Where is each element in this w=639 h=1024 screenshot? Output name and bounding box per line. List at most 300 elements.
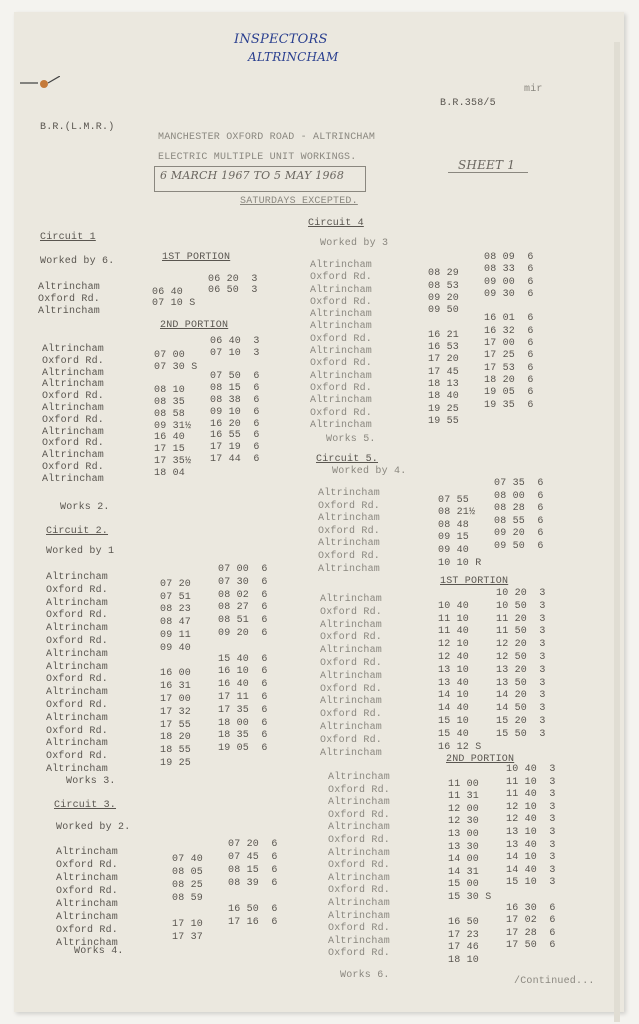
timetable-line bbox=[484, 301, 534, 313]
timetable-line: Oxford Rd. bbox=[42, 461, 105, 473]
timetable-line: Altrincham bbox=[46, 623, 109, 635]
timetable-line: Oxford Rd. bbox=[328, 784, 391, 796]
page-edge bbox=[614, 42, 620, 1022]
timetable-line: 11 31 bbox=[448, 791, 480, 803]
circuit-5-title: Circuit 5. bbox=[316, 454, 379, 465]
timetable-line: Oxford Rd. bbox=[318, 500, 381, 512]
c5-c-times-1 bbox=[448, 766, 491, 968]
timetable-line: 16 50 6 bbox=[228, 904, 278, 915]
timetable-line: 08 10 bbox=[154, 385, 186, 397]
timetable-line: 07 45 6 bbox=[228, 852, 278, 863]
staple-icon bbox=[20, 76, 60, 90]
timetable-line: 12 10 3 bbox=[506, 801, 556, 813]
circuit-2-worked: Worked by 1 bbox=[46, 546, 115, 557]
timetable-line: 17 45 bbox=[428, 366, 460, 378]
timetable-line bbox=[496, 742, 546, 755]
timetable-line: 07 20 bbox=[160, 578, 192, 590]
timetable-line: 14 00 bbox=[448, 854, 480, 866]
c3-times-2 bbox=[228, 838, 278, 942]
c5-c-stations bbox=[328, 772, 390, 961]
timetable-line: 17 25 6 bbox=[484, 350, 534, 362]
timetable-line: 09 30 6 bbox=[484, 288, 534, 300]
timetable-line: Oxford Rd. bbox=[318, 525, 381, 537]
timetable-line: Altrincham bbox=[320, 670, 383, 682]
timetable-line: 08 47 bbox=[160, 617, 192, 629]
circuit-1-title: Circuit 1 bbox=[40, 232, 96, 243]
c1-b-stations bbox=[42, 344, 104, 486]
timetable-line: Altrincham bbox=[320, 747, 383, 759]
timetable-line: Altrincham bbox=[318, 563, 381, 575]
timetable-line bbox=[228, 890, 278, 903]
timetable-line: Altrincham bbox=[42, 426, 105, 438]
title-line-4: SATURDAYS EXCEPTED. bbox=[240, 196, 358, 207]
timetable-line: 13 40 bbox=[438, 677, 470, 689]
circuit-2-title: Circuit 2. bbox=[46, 526, 109, 537]
timetable-line: 14 50 3 bbox=[496, 703, 546, 715]
timetable-line: Altrincham bbox=[310, 395, 373, 407]
timetable-line: Altrincham bbox=[56, 912, 119, 923]
timetable-line: Oxford Rd. bbox=[56, 886, 119, 897]
timetable-line: Oxford Rd. bbox=[310, 382, 373, 394]
timetable-line: Altrincham bbox=[56, 938, 119, 949]
timetable-line: 07 00 6 bbox=[218, 564, 268, 575]
timetable-line: 16 40 6 bbox=[218, 679, 268, 691]
timetable-line bbox=[172, 905, 203, 918]
timetable-line: Altrincham bbox=[46, 687, 109, 699]
handwritten-note-1: INSPECTORS bbox=[234, 32, 328, 47]
timetable-line: 08 35 bbox=[154, 396, 186, 408]
circuit-5-portion-2: 2ND PORTION bbox=[446, 754, 515, 765]
timetable-line: 17 35½ bbox=[154, 455, 192, 467]
timetable-line: Altrincham bbox=[56, 873, 119, 884]
c4-times-2 bbox=[484, 252, 534, 424]
timetable-line: 14 10 3 bbox=[506, 852, 556, 864]
timetable-line: 15 30 S bbox=[448, 891, 492, 903]
timetable-line: Oxford Rd. bbox=[310, 358, 373, 370]
timetable-line: Altrincham bbox=[46, 597, 109, 609]
timetable-line: Altrincham bbox=[328, 872, 391, 884]
timetable-line: 15 00 bbox=[448, 879, 480, 891]
timetable-line: 07 55 bbox=[438, 494, 470, 506]
timetable-line bbox=[210, 466, 260, 478]
c4-times-1 bbox=[428, 256, 459, 428]
timetable-line: 17 11 6 bbox=[218, 691, 268, 703]
timetable-line: 07 30 S bbox=[154, 361, 198, 373]
timetable-line: Oxford Rd. bbox=[320, 709, 383, 721]
timetable-line: Oxford Rd. bbox=[310, 296, 373, 308]
timetable-line bbox=[160, 656, 191, 669]
timetable-line bbox=[154, 373, 197, 385]
timetable-line: Altrincham bbox=[56, 847, 119, 858]
timetable-line: Altrincham bbox=[320, 696, 383, 708]
timetable-line bbox=[428, 256, 459, 268]
timetable-line: Oxford Rd. bbox=[56, 860, 119, 871]
timetable-line bbox=[228, 929, 278, 942]
timetable-line bbox=[218, 641, 268, 654]
c1-a-stations: Altrincham Oxford Rd. Altrincham bbox=[38, 282, 101, 317]
timetable-line: Oxford Rd. bbox=[328, 948, 391, 960]
timetable-line: 08 21½ bbox=[438, 507, 476, 519]
timetable-line: 16 30 6 bbox=[506, 902, 556, 914]
timetable-line: 17 35 6 bbox=[218, 704, 268, 716]
c5-b-times-2 bbox=[496, 588, 546, 754]
timetable-line bbox=[218, 756, 268, 769]
timetable-line: 17 44 6 bbox=[210, 453, 260, 465]
timetable-line: 07 20 6 bbox=[228, 839, 278, 850]
timetable-line: Altrincham bbox=[46, 661, 109, 673]
c1-b-times-1 bbox=[154, 338, 197, 480]
c5-b-times-1 bbox=[438, 588, 481, 754]
timetable-line: 18 20 bbox=[160, 732, 192, 744]
timetable-line: Altrincham bbox=[310, 346, 373, 358]
timetable-line: Altrincham bbox=[310, 284, 373, 296]
timetable-line: Altrincham bbox=[46, 572, 109, 583]
timetable-line: Oxford Rd. bbox=[310, 333, 373, 345]
timetable-line: 09 15 bbox=[438, 532, 470, 544]
timetable-line: Altrincham bbox=[328, 897, 391, 909]
timetable-line: 07 50 6 bbox=[210, 371, 260, 383]
timetable-line: 08 27 6 bbox=[218, 602, 268, 614]
timetable-line: 12 30 bbox=[448, 816, 480, 828]
timetable-line: Altrincham bbox=[320, 721, 383, 733]
timetable-line: 09 50 bbox=[428, 305, 460, 317]
circuit-4-title: Circuit 4 bbox=[308, 218, 364, 229]
timetable-line: Altrincham bbox=[42, 344, 105, 355]
timetable-line: Oxford Rd. bbox=[56, 925, 119, 936]
timetable-line: Oxford Rd. bbox=[46, 699, 109, 711]
timetable-line: 13 20 3 bbox=[496, 664, 546, 676]
timetable-line: 08 53 bbox=[428, 280, 460, 292]
timetable-line: 10 40 3 bbox=[506, 764, 556, 775]
timetable-line: 09 20 6 bbox=[218, 627, 268, 639]
timetable-line: Oxford Rd. bbox=[46, 725, 109, 737]
c5-a-times-1 bbox=[438, 482, 481, 570]
timetable-line: Oxford Rd. bbox=[320, 606, 383, 618]
circuit-1-works: Works 2. bbox=[60, 502, 110, 513]
timetable-line: 08 05 bbox=[172, 867, 204, 878]
timetable-line: Oxford Rd. bbox=[46, 635, 109, 647]
timetable-line: Altrincham bbox=[42, 473, 105, 485]
timetable-line: 17 55 bbox=[160, 719, 192, 731]
circuit-3-worked: Worked by 2. bbox=[56, 822, 131, 833]
timetable-line: Oxford Rd. bbox=[46, 751, 109, 763]
timetable-line: Altrincham bbox=[328, 822, 391, 834]
timetable-line: 07 10 3 bbox=[210, 347, 260, 359]
circuit-3-title: Circuit 3. bbox=[54, 800, 117, 811]
timetable-line bbox=[210, 360, 260, 372]
circuit-1-worked: Worked by 6. bbox=[40, 256, 115, 267]
timetable-line: 16 20 6 bbox=[210, 418, 260, 430]
timetable-line: 13 40 3 bbox=[506, 839, 556, 851]
timetable-line: Oxford Rd. bbox=[320, 734, 383, 746]
timetable-line: 08 33 6 bbox=[484, 264, 534, 276]
circuit-3-works: Works 4. bbox=[74, 946, 124, 957]
timetable-line: Altrincham bbox=[310, 419, 373, 431]
timetable-line: 10 40 bbox=[438, 600, 470, 612]
timetable-line: 16 01 6 bbox=[484, 313, 534, 325]
timetable-line: 15 40 6 bbox=[218, 653, 268, 665]
timetable-line: 16 10 6 bbox=[218, 666, 268, 678]
handwritten-note-2: ALTRINCHAM bbox=[248, 50, 339, 64]
timetable-line: Altrincham bbox=[318, 538, 381, 550]
timetable-line: 07 51 bbox=[160, 591, 192, 603]
timetable-line: Oxford Rd. bbox=[328, 885, 391, 897]
timetable-line: 11 10 3 bbox=[506, 776, 556, 788]
timetable-line: Oxford Rd. bbox=[46, 584, 109, 596]
timetable-line: 09 10 6 bbox=[210, 406, 260, 418]
timetable-line: Altrincham bbox=[320, 619, 383, 631]
title-date-range: 6 MARCH 1967 TO 5 MAY 1968 bbox=[160, 169, 345, 182]
timetable-line: 17 16 6 bbox=[228, 917, 278, 928]
timetable-line: Altrincham bbox=[310, 321, 373, 333]
timetable-line: 11 40 3 bbox=[506, 789, 556, 801]
timetable-line: 18 20 6 bbox=[484, 374, 534, 386]
timetable-line: 17 46 bbox=[448, 942, 480, 954]
timetable-line: 08 23 bbox=[160, 604, 192, 616]
timetable-line bbox=[428, 317, 459, 329]
timetable-line: 14 40 bbox=[438, 703, 470, 715]
timetable-line: Altrincham bbox=[42, 402, 105, 414]
timetable-line: 18 00 6 bbox=[218, 717, 268, 729]
circuit-5-worked: Worked by 4. bbox=[332, 466, 407, 477]
timetable-line: Altrincham bbox=[318, 513, 381, 525]
timetable-line: Oxford Rd. bbox=[318, 550, 381, 562]
timetable-line: Oxford Rd. bbox=[320, 683, 383, 695]
date-box bbox=[154, 166, 366, 192]
timetable-line bbox=[484, 412, 534, 424]
timetable-line: 08 09 6 bbox=[484, 252, 534, 263]
timetable-line: 07 00 bbox=[154, 349, 186, 361]
timetable-line: Oxford Rd. bbox=[46, 674, 109, 686]
timetable-line: 13 10 bbox=[438, 664, 470, 676]
timetable-line: 10 10 R bbox=[438, 557, 482, 569]
circuit-4-works: Works 5. bbox=[326, 434, 376, 445]
timetable-line: 08 28 6 bbox=[494, 503, 544, 515]
timetable-line: 11 40 bbox=[438, 626, 470, 638]
c3-stations bbox=[56, 846, 118, 950]
timetable-line: 17 10 bbox=[172, 919, 204, 930]
timetable-line: Altrincham bbox=[46, 648, 109, 660]
left-reference: B.R.(L.M.R.) bbox=[40, 122, 115, 133]
timetable-line: 08 39 6 bbox=[228, 878, 278, 889]
timetable-line: 15 40 bbox=[438, 728, 470, 740]
timetable-line: 12 50 3 bbox=[496, 651, 546, 663]
timetable-line: 14 20 3 bbox=[496, 690, 546, 702]
circuit-1-portion-1: 1ST PORTION bbox=[162, 252, 231, 263]
timetable-line: 11 50 3 bbox=[496, 626, 546, 638]
c5-b-stations bbox=[320, 594, 382, 760]
timetable-line: Altrincham bbox=[42, 450, 105, 462]
timetable-line: 08 58 bbox=[154, 408, 186, 420]
timetable-line: 13 30 bbox=[448, 841, 480, 853]
timetable-line: 09 50 6 bbox=[494, 540, 544, 552]
c2-stations bbox=[46, 572, 108, 777]
timetable-line: Altrincham bbox=[318, 488, 381, 499]
timetable-line: 08 00 6 bbox=[494, 490, 544, 502]
timetable-line: 09 20 bbox=[428, 292, 460, 304]
timetable-line: Oxford Rd. bbox=[310, 272, 373, 284]
timetable-line: 14 31 bbox=[448, 866, 480, 878]
timetable-line: 09 00 6 bbox=[484, 276, 534, 288]
timetable-line bbox=[506, 953, 556, 966]
timetable-line: 18 35 6 bbox=[218, 730, 268, 742]
timetable-line: Oxford Rd. bbox=[320, 632, 383, 644]
timetable-line: 08 15 6 bbox=[228, 865, 278, 876]
timetable-line: 13 50 3 bbox=[496, 677, 546, 689]
timetable-line: 08 15 6 bbox=[210, 383, 260, 395]
timetable-line: Altrincham bbox=[310, 370, 373, 382]
timetable-line: 15 50 3 bbox=[496, 728, 546, 740]
timetable-line: Oxford Rd. bbox=[42, 355, 105, 367]
timetable-line bbox=[448, 766, 491, 779]
timetable-line: 18 04 bbox=[154, 467, 186, 479]
timetable-line: Oxford Rd. bbox=[42, 391, 105, 403]
sheet-underline bbox=[448, 172, 528, 173]
continued-note: /Continued... bbox=[514, 976, 595, 987]
timetable-line bbox=[494, 554, 544, 567]
timetable-line: 09 40 bbox=[438, 544, 470, 556]
c5-a-stations bbox=[318, 488, 380, 576]
c5-c-times-2 bbox=[506, 764, 556, 966]
timetable-line: 08 02 6 bbox=[218, 589, 268, 601]
timetable-line: Altrincham bbox=[328, 772, 391, 783]
timetable-line: 08 38 6 bbox=[210, 394, 260, 406]
timetable-line bbox=[438, 482, 481, 495]
title-line-2: ELECTRIC MULTIPLE UNIT WORKINGS. bbox=[158, 152, 357, 163]
circuit-1-portion-2: 2ND PORTION bbox=[160, 320, 229, 331]
timetable-line: 10 20 3 bbox=[496, 588, 546, 599]
timetable-line: 15 10 bbox=[438, 715, 470, 727]
timetable-line: 08 55 6 bbox=[494, 515, 544, 527]
timetable-line: Altrincham bbox=[328, 910, 391, 922]
timetable-line: 09 31½ bbox=[154, 420, 192, 432]
timetable-line: 09 40 bbox=[160, 642, 192, 654]
timetable-line: 16 53 bbox=[428, 342, 460, 354]
timetable-line: Oxford Rd. bbox=[46, 610, 109, 622]
timetable-line: 12 10 bbox=[438, 639, 470, 651]
c3-times-1 bbox=[172, 840, 203, 944]
timetable-line: 19 35 6 bbox=[484, 399, 534, 411]
timetable-line: 19 05 6 bbox=[484, 387, 534, 399]
timetable-line: Altrincham bbox=[56, 899, 119, 910]
timetable-line: Altrincham bbox=[46, 763, 109, 775]
timetable-line: 17 00 6 bbox=[484, 338, 534, 350]
timetable-line: 17 32 bbox=[160, 706, 192, 718]
timetable-line: Oxford Rd. bbox=[310, 407, 373, 419]
timetable-line bbox=[506, 890, 556, 903]
timetable-line: 19 55 bbox=[428, 415, 460, 427]
timetable-line: Altrincham bbox=[320, 645, 383, 657]
timetable-line: 13 00 bbox=[448, 828, 480, 840]
timetable-line: 17 37 bbox=[172, 932, 204, 943]
circuit-5-portion-1: 1ST PORTION bbox=[440, 576, 509, 587]
timetable-line: 12 40 3 bbox=[506, 814, 556, 826]
timetable-line: 17 00 bbox=[160, 693, 192, 705]
timetable-line: Oxford Rd. bbox=[328, 834, 391, 846]
c1-b-times-2 bbox=[210, 336, 260, 478]
timetable-line: 09 11 bbox=[160, 629, 192, 641]
timetable-line: 08 48 bbox=[438, 519, 470, 531]
timetable-line: 16 12 S bbox=[438, 741, 482, 753]
timetable-line: 19 25 bbox=[428, 403, 460, 415]
timetable-line: Altrincham bbox=[310, 260, 373, 271]
circuit-2-works: Works 3. bbox=[66, 776, 116, 787]
timetable-line: 10 50 3 bbox=[496, 600, 546, 612]
timetable-line: 18 13 bbox=[428, 378, 460, 390]
c4-stations bbox=[310, 260, 372, 432]
timetable-line: Oxford Rd. bbox=[42, 414, 105, 426]
circuit-5-works: Works 6. bbox=[340, 970, 390, 981]
timetable-line: 08 29 bbox=[428, 268, 460, 280]
timetable-line: Altrincham bbox=[328, 935, 391, 947]
timetable-line: 07 40 bbox=[172, 854, 204, 865]
timetable-line: 08 25 bbox=[172, 880, 204, 891]
circuit-4-worked: Worked by 3 bbox=[320, 238, 389, 249]
timetable-line: 14 10 bbox=[438, 690, 470, 702]
timetable-line: 07 30 6 bbox=[218, 576, 268, 588]
timetable-line: 17 15 bbox=[154, 444, 186, 456]
timetable-line: 17 53 6 bbox=[484, 362, 534, 374]
timetable-line: Oxford Rd. bbox=[320, 657, 383, 669]
timetable-line: Altrincham bbox=[46, 712, 109, 724]
title-line-1: MANCHESTER OXFORD ROAD - ALTRINCHAM bbox=[158, 132, 376, 143]
c1-a-times-2: 06 20 3 06 50 3 bbox=[208, 274, 258, 296]
timetable-line: Altrincham bbox=[320, 594, 383, 605]
timetable-line: Altrincham bbox=[46, 738, 109, 750]
timetable-line: 16 32 6 bbox=[484, 325, 534, 337]
timetable-line: 09 20 6 bbox=[494, 528, 544, 540]
timetable-line: 16 40 bbox=[154, 432, 186, 444]
timetable-line: 06 40 3 bbox=[210, 336, 260, 347]
timetable-line: Oxford Rd. bbox=[328, 860, 391, 872]
timetable-line: Altrincham bbox=[42, 367, 105, 379]
timetable-line: Oxford Rd. bbox=[328, 809, 391, 821]
timetable-line bbox=[154, 338, 197, 350]
timetable-line: 17 28 6 bbox=[506, 927, 556, 939]
timetable-line: Altrincham bbox=[328, 797, 391, 809]
timetable-line: 08 59 bbox=[172, 893, 204, 904]
timetable-line bbox=[172, 840, 203, 853]
timetable-line: 19 05 6 bbox=[218, 743, 268, 755]
timetable-line: Oxford Rd. bbox=[328, 923, 391, 935]
timetable-line: 16 50 bbox=[448, 917, 480, 929]
timetable-line: 14 40 3 bbox=[506, 864, 556, 876]
timetable-line: 17 19 6 bbox=[210, 442, 260, 454]
c1-a-times-1: 06 40 07 10 S bbox=[152, 287, 196, 309]
timetable-line: 15 10 3 bbox=[506, 877, 556, 889]
timetable-line: 16 00 bbox=[160, 668, 192, 680]
timetable-line: 11 20 3 bbox=[496, 613, 546, 625]
timetable-line: 08 51 6 bbox=[218, 615, 268, 627]
timetable-line: 18 10 bbox=[448, 954, 480, 966]
timetable-line: Altrincham bbox=[310, 309, 373, 321]
timetable-line: 17 23 bbox=[448, 929, 480, 941]
timetable-line: 17 50 6 bbox=[506, 940, 556, 952]
timetable-line: 11 00 bbox=[448, 778, 480, 790]
timetable-line: 11 10 bbox=[438, 613, 470, 625]
timetable-line: 17 02 6 bbox=[506, 915, 556, 927]
timetable-line bbox=[448, 905, 491, 918]
initials: mir bbox=[524, 84, 543, 95]
timetable-line: Oxford Rd. bbox=[42, 438, 105, 450]
c5-a-times-2 bbox=[494, 478, 544, 566]
timetable-line: 12 00 bbox=[448, 803, 480, 815]
timetable-line: 17 20 bbox=[428, 354, 460, 366]
timetable-line: 15 20 3 bbox=[496, 715, 546, 727]
timetable-line: 19 25 bbox=[160, 757, 192, 769]
timetable-line: Altrincham bbox=[42, 379, 105, 391]
sheet-label: SHEET 1 bbox=[458, 158, 516, 172]
